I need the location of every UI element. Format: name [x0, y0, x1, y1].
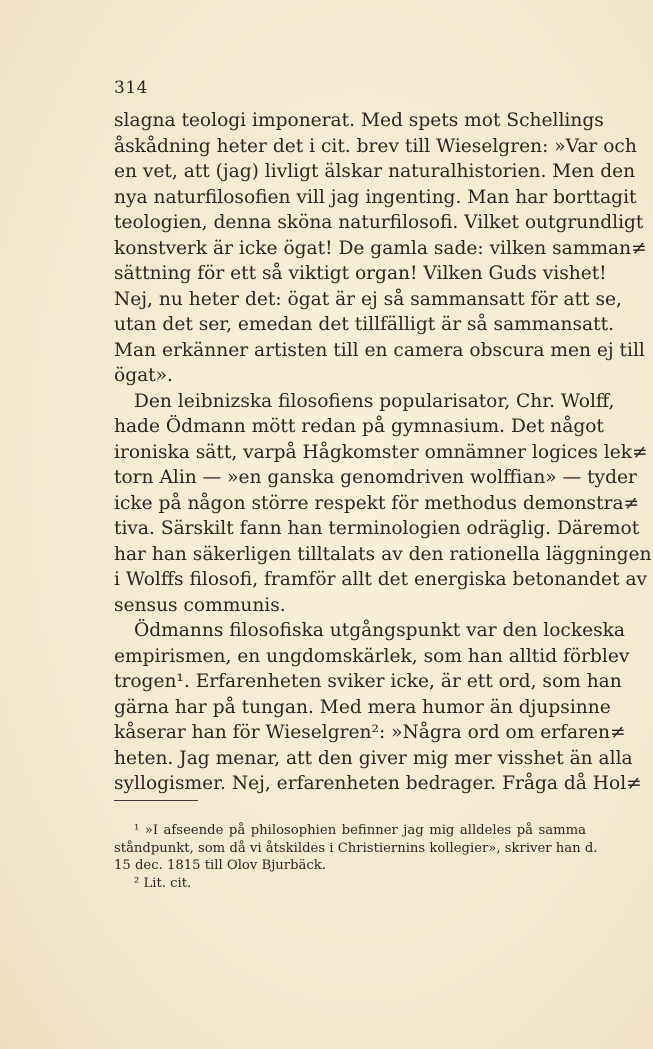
- footnote-line: ståndpunkt, som då vi åtskildes i Christiernins kollegier», skriver han d.: [114, 840, 598, 856]
- footnote-line: ¹ »I afseende på philosophien befinner jag mig alldeles på samma: [134, 823, 586, 838]
- text-line: teologien, denna sköna naturfilosofi. Vilket outgrundligt: [114, 212, 644, 233]
- text-line: ögat».: [114, 365, 173, 386]
- page-number: 314: [114, 78, 148, 98]
- text-line: Nej, nu heter det: ögat är ej så sammansatt för att se,: [114, 288, 622, 310]
- text-line: ironiska sätt, varpå Hågkomster omnämner logices lek≠: [114, 441, 648, 463]
- body-text: [114, 108, 652, 797]
- footnote-divider: [114, 800, 198, 801]
- text-line: utan det ser, emedan det tillfälligt är så sammansatt.: [114, 314, 614, 335]
- text-line: icke på någon större respekt för methodus demonstra≠: [114, 492, 640, 514]
- text-line: åskådning heter det i cit. brev till Wieselgren: »Var och: [114, 135, 637, 157]
- text-line: konstverk är icke ögat! De gamla sade: vilken samman≠: [114, 237, 647, 259]
- footnote-line: ² Lit. cit.: [134, 875, 192, 891]
- footnote-2: [114, 875, 586, 893]
- footnote-line: 15 dec. 1815 till Olov Bjurbäck.: [114, 858, 326, 873]
- text-line: gärna har på tungan. Med mera humor än djupsinne: [114, 696, 611, 718]
- text-line: har han säkerligen tilltalats av den rationella läggningen: [114, 543, 652, 565]
- text-line: hade Ödmann mött redan på gymnasium. Det något: [114, 416, 604, 437]
- paragraph-2: [114, 389, 652, 619]
- text-line: empirismen, en ungdomskärlek, som han alltid förblev: [114, 645, 630, 667]
- text-line: sättning för ett så viktigt organ! Vilken Guds vishet!: [114, 263, 607, 284]
- paragraph-3: [114, 618, 642, 797]
- text-line: Ödmanns filosofiska utgångspunkt var den lockeska: [134, 620, 626, 641]
- footnotes: [114, 822, 598, 892]
- text-line: torn Alin — »en ganska genomdriven wolffian» — tyder: [114, 467, 637, 488]
- text-line: slagna teologi imponerat. Med spets mot Schellings: [114, 110, 604, 131]
- text-line: syllogismer. Nej, erfarenheten bedrager. Fråga då Hol≠: [114, 773, 642, 794]
- text-line: heten. Jag menar, att den giver mig mer visshet än alla: [114, 747, 633, 769]
- text-line: Man erkänner artisten till en camera obscura men ej till: [114, 339, 645, 361]
- text-line: sensus communis.: [114, 594, 286, 616]
- text-line: en vet, att (jag) livligt älskar naturalhistorien. Men den: [114, 161, 636, 182]
- text-line: tiva. Särskilt fann han terminologien odräglig. Däremot: [114, 518, 640, 539]
- paragraph-1: [114, 108, 647, 389]
- text-line: nya naturfilosofien vill jag ingenting. Man har borttagit: [114, 186, 637, 208]
- text-line: Den leibnizska filosofiens popularisator, Chr. Wolff,: [134, 390, 615, 412]
- text-line: i Wolffs filosofi, framför allt det energiska betonandet av: [114, 569, 648, 590]
- text-line: kåserar han för Wieselgren²: »Några ord om erfaren≠: [114, 722, 626, 743]
- footnote-1: [114, 822, 598, 875]
- text-line: trogen¹. Erfarenheten sviker icke, är ett ord, som han: [114, 671, 622, 692]
